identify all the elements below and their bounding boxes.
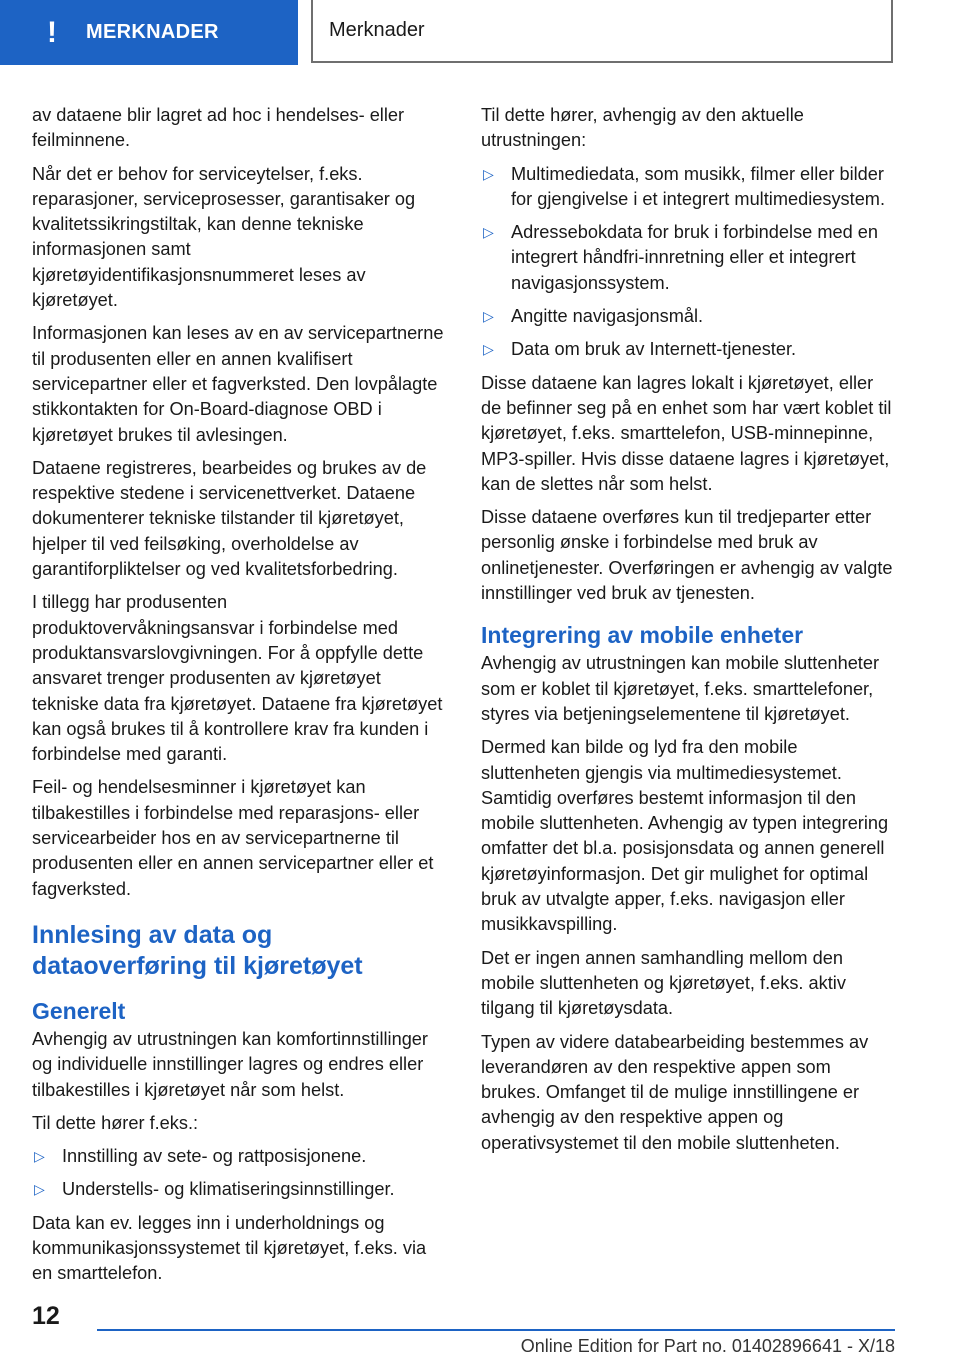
triangle-right-icon: ▷ <box>34 1181 45 1198</box>
list-item <box>481 220 895 296</box>
paragraph: Det er ingen annen samhandling mellom den mobile sluttenheten og kjøretøyet, f.eks. aktiv tilgang til kjøretøysdata. <box>481 947 846 1019</box>
paragraph: I tillegg har produsenten produktovervåkningsansvar i forbindelse med produktansvarslovgivningen. For å oppfylle dette ansvaret trenger produsenten av kjøretøyet tekniske data fra kjøretøyet. Dataene fra kjøretøyet kan også brukes til å kontrollere krav fra kunden i forbindelse med garanti. <box>32 592 443 765</box>
paragraph: Data kan ev. legges inn i underholdnings og kommunikasjonssystemet til kjøretøyet, f.eks. via en smarttelefon. <box>32 1212 427 1284</box>
paragraph: Når det er behov for serviceytelser, f.eks. reparasjoner, serviceprosesser, garantisaker og kvalitetssikringstiltak, kan denne tekniske informasjonen samt kjøretøyidentifikasjonsnummeret leses av kjøretøyet. <box>32 163 416 311</box>
list-item-text: Innstilling av sete- og rattposisjonene. <box>62 1146 367 1167</box>
triangle-right-icon: ▷ <box>483 165 494 182</box>
paragraph: Informasjonen kan leses av en av servicepartnerne til produsenten eller en annen kvalifisert servicepartner eller et fagverksted. Den lovpålagte stikkontakten for On-Board-diagnose OBD i kjøretøyet brukes til avlesingen. <box>32 323 444 445</box>
triangle-right-icon: ▷ <box>483 224 494 241</box>
paragraph: Avhengig av utrustningen kan mobile sluttenheter som er koblet til kjøretøyet, f.eks. smarttelefoner, styres via betjeningselementene til kjøretøyet. <box>481 653 880 724</box>
paragraph: Avhengig av utrustningen kan komfortinnstillinger og individuelle innstillinger lagres og endres eller tilbakestilles i kjøretøyet når som helst. <box>32 1028 428 1100</box>
list-item-text: Data om bruk av Internett-tjenester. <box>511 339 797 360</box>
list-item-text: Understells- og klimatiseringsinnstillinger. <box>62 1179 395 1200</box>
list-item <box>481 304 895 329</box>
section-tab <box>0 0 298 65</box>
right-column <box>481 103 895 1164</box>
paragraph: Disse dataene overføres kun til tredjeparter etter personlig ønske i forbindelse med bruk av onlinetjenester. Overføringen er avhengig av valgte innstillinger ved bruk av tjenesten. <box>481 507 893 604</box>
list-item <box>32 1177 444 1202</box>
paragraph: Dermed kan bilde og lyd fra den mobile sluttenheten gjengis via multimediesystemet. Samtidig overføres bestemt informasjon til den mobile sluttenheten. Avhengig av typen integrering omfatter det bl.a. posisjonsdata og annen generell kjøretøyinformasjon. Det gir mulighet for optimal bruk av utvalgte apper, f.eks. navigasjon eller musikkavspilling. <box>481 737 889 935</box>
list-item <box>481 162 895 213</box>
triangle-right-icon: ▷ <box>483 308 494 325</box>
section-tab-label: MERKNADER <box>86 21 219 43</box>
paragraph: Feil- og hendelsesminner i kjøretøyet kan tilbakestilles i forbindelse med reparasjons- eller servicearbeider hos en av servicepartnerne til produsenten eller en annen servicepartner eller et fagverksted. <box>32 777 434 899</box>
list-item-text: Angitte navigasjonsmål. <box>511 306 704 327</box>
paragraph: Dataene registreres, bearbeides og brukes av de respektive stedene i servicenettverket. Dataene dokumenterer tekniske tilstander til kjøretøyet, hjelper til ved feilsøking, overholdelse av garantiforpliktelser og ved kvalitetsforbedring. <box>32 457 427 580</box>
list-item <box>32 1144 444 1169</box>
paragraph: Typen av videre databearbeiding bestemmes av leverandøren av den respektive appen som brukes. Omfanget til de mulige innstillingene er avhengig av den respektive appen og operativsystemet til den mobile sluttenheten. <box>481 1031 869 1153</box>
header-title-text: Merknader <box>329 19 425 41</box>
list-item-text: Adressebokdata for bruk i forbindelse med en integrert håndfri-innretning eller et integrert navigasjonssystem. <box>511 222 878 293</box>
footer-edition: Online Edition for Part no. 01402896641 - X/18 <box>520 1336 895 1356</box>
exclamation-icon: ! <box>47 15 57 49</box>
page-header-title <box>311 0 893 63</box>
triangle-right-icon: ▷ <box>34 1148 45 1165</box>
section-heading: Innlesing av data og dataoverføring til kjøretøyet <box>32 920 363 980</box>
list-item-text: Multimediedata, som musikk, filmer eller bilder for gjengivelse i et integrert multimediesystem. <box>511 163 886 209</box>
paragraph: av dataene blir lagret ad hoc i hendelses- eller feilminnene. <box>32 105 405 151</box>
left-column <box>32 103 444 1295</box>
paragraph: Disse dataene kan lagres lokalt i kjøretøyet, eller de befinner seg på en enhet som har vært koblet til kjøretøyet, f.eks. smarttelefon, USB-minnepinne, MP3-spiller. Hvis disse dataene lagres i kjøretøyet, kan de slettes når som helst. <box>481 372 892 494</box>
page-number: 12 <box>32 1302 60 1330</box>
footer-divider <box>97 1329 895 1331</box>
paragraph: Til dette hører, avhengig av den aktuelle utrustningen: <box>481 105 804 151</box>
triangle-right-icon: ▷ <box>483 341 494 358</box>
list-item <box>481 337 895 362</box>
paragraph: Til dette hører f.eks.: <box>32 1112 199 1133</box>
subsection-heading: Generelt <box>32 997 126 1024</box>
section-heading: Integrering av mobile enheter <box>481 622 804 649</box>
